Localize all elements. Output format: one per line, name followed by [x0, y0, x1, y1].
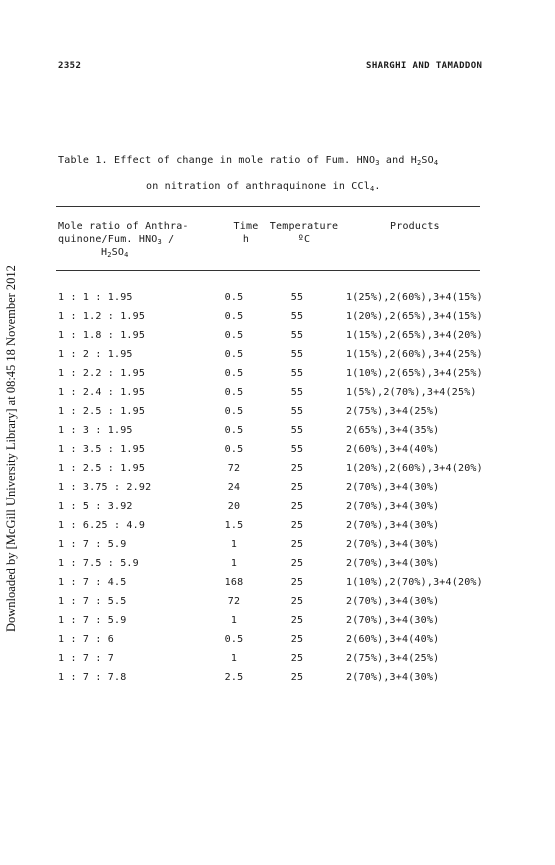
cell-products: 2(70%),3+4(30%) [346, 520, 440, 531]
cell-products: 1(20%),2(60%),3+4(20%) [346, 463, 483, 474]
cell-ratio: 1 : 2.4 : 1.95 [58, 387, 146, 398]
cell-temperature: 25 [290, 577, 304, 588]
cell-products: 2(75%),3+4(25%) [346, 653, 440, 664]
download-notice-text: Downloaded by [McGill University Library] at 08:45 18 November 2012 [4, 265, 18, 632]
header-ratio-line2 [58, 234, 174, 246]
table-row [0, 539, 555, 557]
table-header-rule [56, 270, 480, 271]
cell-ratio: 1 : 3.5 : 1.95 [58, 444, 146, 455]
table-row [0, 520, 555, 538]
cell-temperature: 25 [290, 558, 304, 569]
cell-temperature: 55 [290, 349, 304, 360]
cell-ratio: 1 : 2 : 1.95 [58, 349, 133, 360]
cell-products: 1(15%),2(65%),3+4(20%) [346, 330, 483, 341]
cell-time: 0.5 [224, 311, 244, 322]
caption-sub-1: 3 [375, 159, 380, 167]
cell-products: 2(60%),3+4(40%) [346, 634, 440, 645]
cell-temperature: 25 [290, 615, 304, 626]
table-row [0, 368, 555, 386]
table-row [0, 444, 555, 462]
cell-ratio: 1 : 1.2 : 1.95 [58, 311, 146, 322]
cell-ratio: 1 : 7 : 4.5 [58, 577, 127, 588]
cell-products: 1(5%),2(70%),3+4(25%) [346, 387, 477, 398]
cell-time: 1 [230, 615, 238, 626]
cell-products: 2(70%),3+4(30%) [346, 539, 440, 550]
cell-ratio: 1 : 7.5 : 5.9 [58, 558, 139, 569]
cell-temperature: 55 [290, 292, 304, 303]
cell-time: 0.5 [224, 349, 244, 360]
cell-temperature: 25 [290, 672, 304, 683]
page-number: 2352 [58, 61, 82, 71]
cell-products: 2(70%),3+4(30%) [346, 482, 440, 493]
cell-ratio: 1 : 5 : 3.92 [58, 501, 133, 512]
cell-time: 168 [224, 577, 244, 588]
table-row [0, 406, 555, 424]
header-ratio-line3-b: SO [111, 247, 125, 258]
cell-temperature: 25 [290, 482, 304, 493]
header-ratio-line2-a: quinone/Fum. HNO [58, 234, 158, 245]
cell-products: 1(25%),2(60%),3+4(15%) [346, 292, 483, 303]
header-temperature-unit: ºC [297, 234, 311, 245]
cell-ratio: 1 : 7 : 5.9 [58, 615, 127, 626]
cell-products: 2(70%),3+4(30%) [346, 501, 440, 512]
table-row [0, 482, 555, 500]
header-temperature: Temperature [269, 221, 339, 232]
cell-products: 2(65%),3+4(35%) [346, 425, 440, 436]
table-row [0, 501, 555, 519]
cell-ratio: 1 : 1.8 : 1.95 [58, 330, 146, 341]
caption-text-a: Table 1. Effect of change in mole ratio of Fum. HNO [58, 155, 376, 166]
caption-text-b: and H [379, 155, 417, 166]
caption2-sub: 4 [369, 185, 375, 193]
header-ratio-line3-a: H [101, 247, 108, 258]
header-products: Products [390, 221, 440, 232]
table-row [0, 425, 555, 443]
cell-temperature: 55 [290, 330, 304, 341]
cell-time: 72 [227, 596, 241, 607]
cell-time: 24 [227, 482, 241, 493]
cell-ratio: 1 : 7 : 5.9 [58, 539, 127, 550]
cell-time: 1.5 [224, 520, 244, 531]
caption-sub-3: 4 [433, 159, 439, 167]
cell-temperature: 25 [290, 596, 304, 607]
cell-products: 2(70%),3+4(30%) [346, 672, 440, 683]
cell-temperature: 25 [290, 539, 304, 550]
table-row [0, 672, 555, 690]
cell-time: 1 [230, 653, 238, 664]
cell-time: 0.5 [224, 425, 244, 436]
cell-time: 0.5 [224, 444, 244, 455]
cell-temperature: 25 [290, 463, 304, 474]
cell-temperature: 55 [290, 444, 304, 455]
header-time: Time [233, 221, 259, 232]
table-row [0, 463, 555, 481]
cell-products: 2(60%),3+4(40%) [346, 444, 440, 455]
table-row [0, 349, 555, 367]
caption2-text-a: on nitration of anthraquinone in CCl [146, 181, 370, 192]
cell-time: 0.5 [224, 406, 244, 417]
cell-ratio: 1 : 6.25 : 4.9 [58, 520, 146, 531]
cell-temperature: 25 [290, 634, 304, 645]
cell-time: 0.5 [224, 292, 244, 303]
header-ratio-line3 [101, 247, 129, 259]
cell-temperature: 55 [290, 311, 304, 322]
cell-products: 1(15%),2(60%),3+4(25%) [346, 349, 483, 360]
cell-ratio: 1 : 2.5 : 1.95 [58, 406, 146, 417]
cell-time: 20 [227, 501, 241, 512]
table-top-rule [56, 206, 480, 207]
cell-temperature: 55 [290, 425, 304, 436]
cell-time: 0.5 [224, 387, 244, 398]
cell-ratio: 1 : 7 : 7.8 [58, 672, 127, 683]
cell-ratio: 1 : 2.5 : 1.95 [58, 463, 146, 474]
header-ratio-line2-sub: 3 [157, 238, 162, 246]
cell-temperature: 25 [290, 653, 304, 664]
cell-temperature: 55 [290, 406, 304, 417]
cell-ratio: 1 : 7 : 5.5 [58, 596, 127, 607]
cell-products: 1(10%),2(65%),3+4(25%) [346, 368, 483, 379]
cell-time: 72 [227, 463, 241, 474]
header-ratio-line1: Mole ratio of Anthra- [58, 221, 189, 232]
header-ratio-line2-b: / [161, 234, 175, 245]
table-row [0, 653, 555, 671]
caption-text-c: SO [421, 155, 434, 166]
cell-temperature: 25 [290, 520, 304, 531]
cell-time: 0.5 [224, 368, 244, 379]
table-row [0, 558, 555, 576]
cell-time: 2.5 [224, 672, 244, 683]
caption-sub-2: 2 [417, 159, 422, 167]
cell-ratio: 1 : 7 : 6 [58, 634, 114, 645]
cell-time: 1 [230, 539, 238, 550]
cell-ratio: 1 : 2.2 : 1.95 [58, 368, 146, 379]
cell-products: 1(20%),2(65%),3+4(15%) [346, 311, 483, 322]
running-head: SHARGHI AND TAMADDON [366, 61, 483, 71]
header-time-unit: h [242, 234, 250, 245]
cell-temperature: 55 [290, 368, 304, 379]
cell-temperature: 55 [290, 387, 304, 398]
cell-time: 0.5 [224, 634, 244, 645]
cell-products: 2(70%),3+4(30%) [346, 596, 440, 607]
cell-ratio: 1 : 1 : 1.95 [58, 292, 133, 303]
table-row [0, 387, 555, 405]
cell-products: 1(10%),2(70%),3+4(20%) [346, 577, 483, 588]
cell-ratio: 1 : 3 : 1.95 [58, 425, 133, 436]
cell-time: 1 [230, 558, 238, 569]
table-row [0, 577, 555, 595]
table-row [0, 292, 555, 310]
table-row [0, 330, 555, 348]
table-caption-line1 [58, 155, 438, 167]
cell-products: 2(75%),3+4(25%) [346, 406, 440, 417]
table-caption-line2 [146, 181, 381, 193]
cell-temperature: 25 [290, 501, 304, 512]
caption2-text-b: . [374, 181, 381, 192]
table-row [0, 634, 555, 652]
header-ratio-line3-sub1: 2 [107, 251, 112, 259]
cell-products: 2(70%),3+4(30%) [346, 558, 440, 569]
table-row [0, 615, 555, 633]
cell-products: 2(70%),3+4(30%) [346, 615, 440, 626]
cell-ratio: 1 : 3.75 : 2.92 [58, 482, 152, 493]
cell-ratio: 1 : 7 : 7 [58, 653, 114, 664]
cell-time: 0.5 [224, 330, 244, 341]
table-row [0, 311, 555, 329]
table-row [0, 596, 555, 614]
header-ratio-line3-sub2: 4 [124, 251, 129, 259]
